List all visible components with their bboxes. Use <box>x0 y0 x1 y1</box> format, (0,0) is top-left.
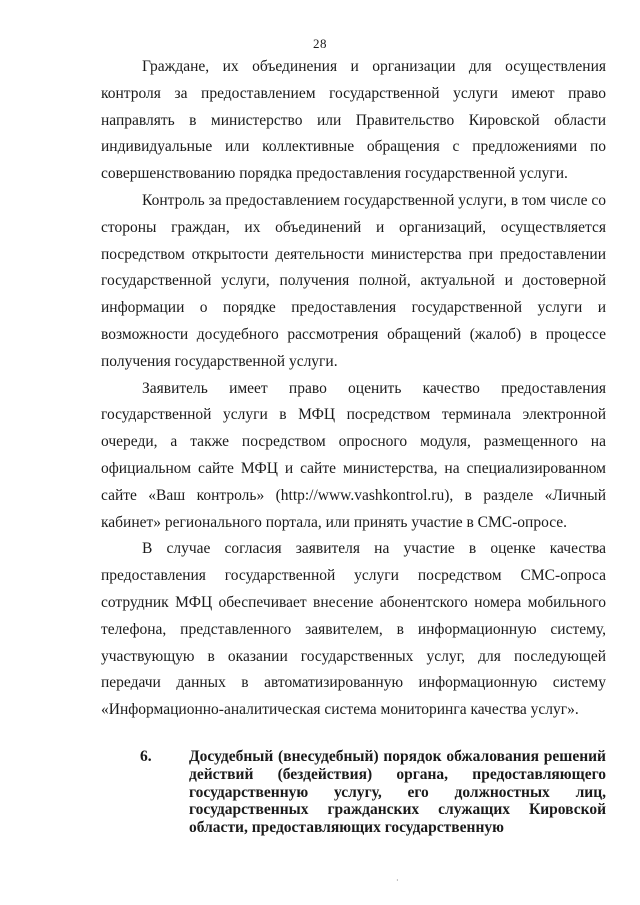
paragraph-sms-survey: В случае согласия заявителя на участие в оценке качества предоставления государственной услуги посредством СМС-опроса сотрудник МФЦ обеспечивает внесение абонентского номера мобильного телефона, представленного заявителем, в информационную систему, участвующую в оказании государственных услуг, для последующей передачи данных в автоматизированную информационную систему «Информационно-аналитическая система мониторинга качества услуг». <box>101 540 606 719</box>
section-title: Досудебный (внесудебный) порядок обжалования решений действий (бездействия) органа, предоставляющего государственную услугу, его должностных лиц, государственных гражданских служащих Кировской области, предоставляющих государственную <box>189 748 606 837</box>
scan-speck: · <box>396 876 399 885</box>
paragraph-quality-assessment: Заявитель имеет право оценить качество предоставления государственной услуги в МФЦ посредством терминала электронной очереди, а также посредством опросного модуля, размещенного на официальном сайте МФЦ и сайте министерства, на специализированном сайте «Ваш контроль» (http://www.vashkontrol.ru), в разделе «Личный кабинет» регионального портала, или принять участие в СМС-опросе. <box>101 379 606 531</box>
paragraph-control-transparency: Контроль за предоставлением государственной услуги, в том числе со стороны граждан, их объединений и организаций, осуществляется посредством открытости деятельности министерства при предоставлении государственной услуги, получения полной, актуальной и достоверной информации о порядке предоставления государственной услуги и возможности досудебного рассмотрения обращений (жалоб) в процессе получения государственной услуги. <box>101 191 606 370</box>
page-number: 28 <box>313 36 327 51</box>
document-body <box>101 54 606 724</box>
paragraph-citizen-appeals: Граждане, их объединения и организации для осуществления контроля за предоставлением государственной услуги имеют право направлять в министерство или Правительство Кировской области индивидуальные или коллективные обращения с предложениями по совершенствованию порядка предоставления государственной услуги. <box>101 58 606 183</box>
section-heading <box>140 744 606 837</box>
section-number: 6. <box>140 748 152 765</box>
